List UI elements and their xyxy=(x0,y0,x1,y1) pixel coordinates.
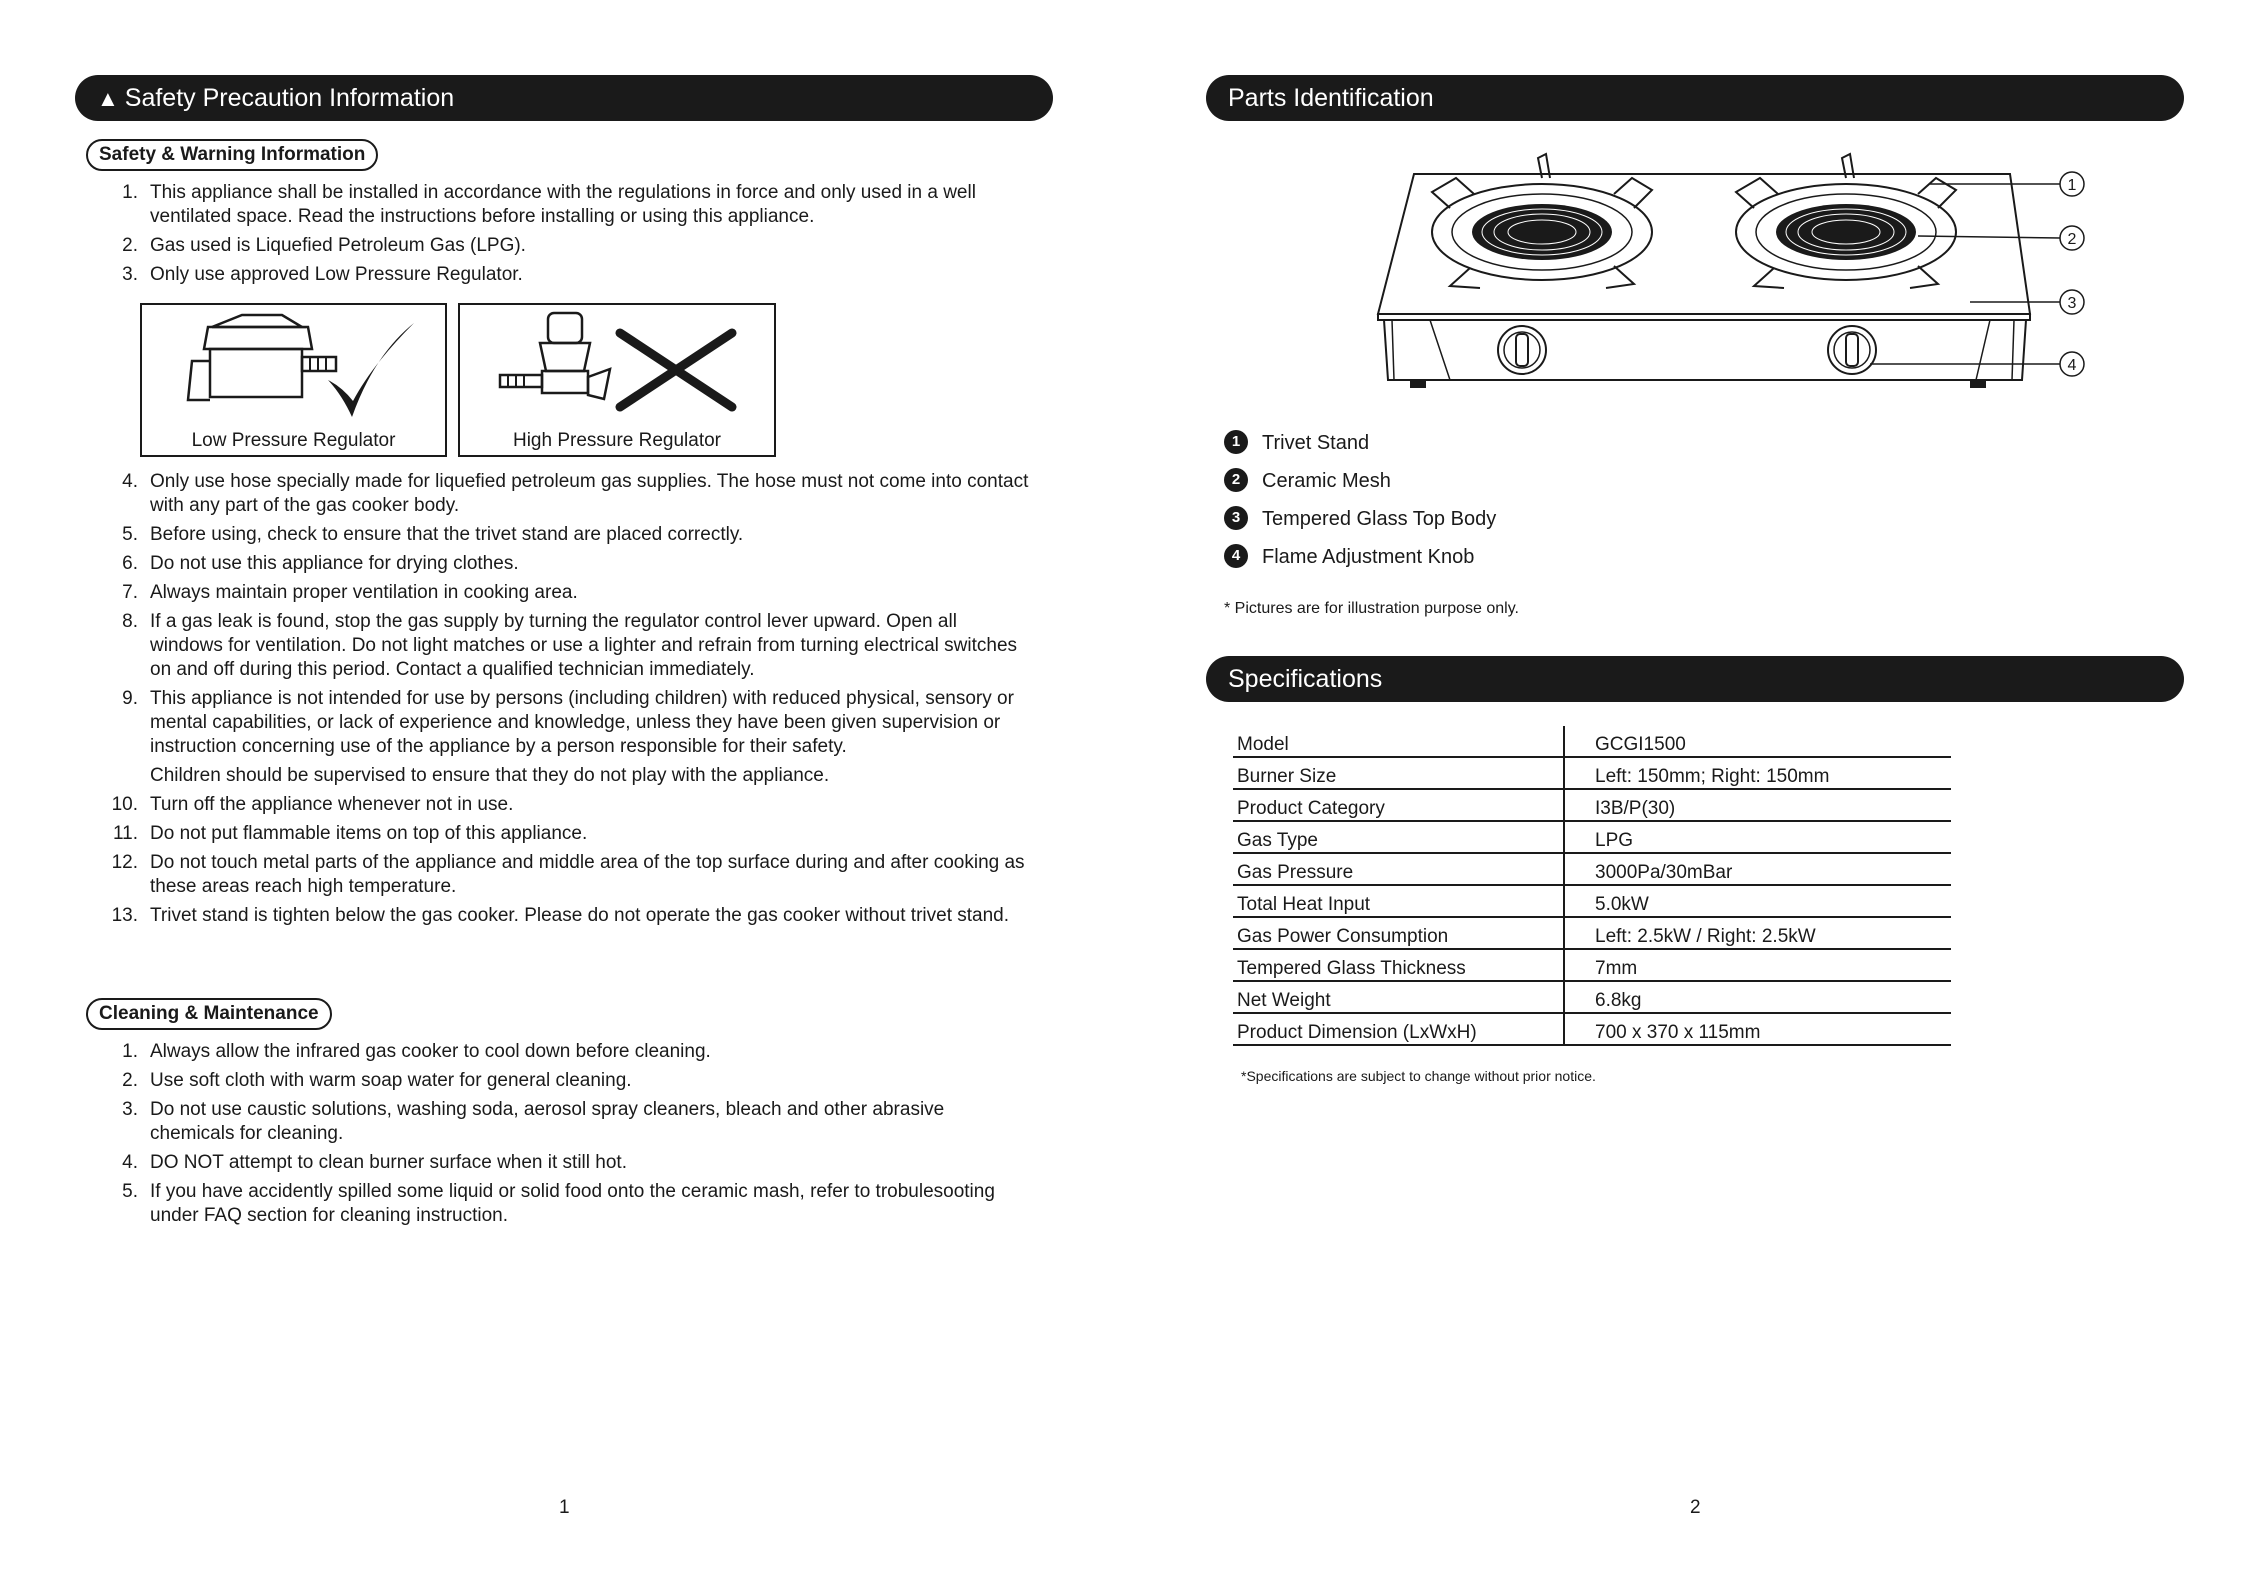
list-item-number: 10. xyxy=(111,794,138,815)
part-number-badge: 2 xyxy=(1224,468,1248,492)
warning-icon: ▲ xyxy=(97,86,119,111)
right-knob xyxy=(1828,326,1876,374)
list-item-text: Always maintain proper ventilation in cooking area. xyxy=(150,582,578,603)
spec-value: 7mm xyxy=(1564,949,1951,981)
list-item xyxy=(100,793,1030,817)
spec-row xyxy=(1233,1013,1951,1045)
spec-key: Total Heat Input xyxy=(1233,885,1564,917)
list-item xyxy=(100,552,1030,576)
list-item-number: 13. xyxy=(111,905,138,926)
spec-row xyxy=(1233,726,1951,757)
specification-note: *Specifications are subject to change without prior notice. xyxy=(1241,1068,1596,1084)
specifications-table xyxy=(1233,726,1951,1046)
part-label: Flame Adjustment Knob xyxy=(1262,546,1475,568)
list-item-text: Turn off the appliance whenever not in use. xyxy=(150,794,514,815)
part-number-badge: 4 xyxy=(1224,544,1248,568)
spec-value: LPG xyxy=(1564,821,1951,853)
low-pressure-regulator-figure xyxy=(140,303,447,457)
list-item-text: Do not use caustic solutions, washing soda, aerosol spray cleaners, bleach and other abrasive chemicals for cleaning. xyxy=(150,1099,945,1144)
spec-key: Product Dimension (LxWxH) xyxy=(1233,1013,1564,1045)
list-item-number: 2. xyxy=(122,235,138,256)
high-pressure-regulator-label: High Pressure Regulator xyxy=(512,430,722,451)
list-item-text: If you have accidently spilled some liquid or solid food onto the ceramic mash, refer to trobulesooting under FAQ section for cleaning instruction. xyxy=(150,1181,995,1226)
cleaning-list xyxy=(100,1040,1030,1233)
callout-3 xyxy=(2060,290,2084,314)
spec-key: Burner Size xyxy=(1233,757,1564,789)
list-item xyxy=(100,822,1030,846)
low-pressure-regulator-label: Low Pressure Regulator xyxy=(191,430,396,451)
parts-identification-header xyxy=(1206,75,2184,121)
list-item-text: Always allow the infrared gas cooker to cool down before cleaning. xyxy=(150,1041,711,1062)
illustration-note: * Pictures are for illustration purpose only. xyxy=(1224,600,1519,617)
high-pressure-regulator-figure xyxy=(458,303,776,457)
spec-value: 700 x 370 x 115mm xyxy=(1564,1013,1951,1045)
list-item xyxy=(100,1069,1030,1093)
spec-row xyxy=(1233,981,1951,1013)
part-item xyxy=(1224,468,1496,506)
spec-value: 5.0kW xyxy=(1564,885,1951,917)
list-item-number: 1. xyxy=(122,1041,138,1062)
list-item-number: 9. xyxy=(122,688,138,709)
spec-key: Gas Pressure xyxy=(1233,853,1564,885)
list-item xyxy=(100,1040,1030,1064)
spec-key: Tempered Glass Thickness xyxy=(1233,949,1564,981)
list-item-number: 7. xyxy=(122,582,138,603)
list-item xyxy=(100,1151,1030,1175)
list-item-number: 3. xyxy=(122,264,138,285)
list-item-text: Do not touch metal parts of the appliance and middle area of the top surface during and after cooking as these areas reach high temperature. xyxy=(150,852,1025,897)
list-item-number: 5. xyxy=(122,1181,138,1202)
spec-row xyxy=(1233,885,1951,917)
list-item-text: This appliance is not intended for use by persons (including children) with reduced physical, sensory or mental capabilities, or lack of experience and knowledge, unless they have been given supervision or instruction concerning use of the appliance by a person responsible for their safety. xyxy=(150,688,1014,757)
spec-key: Gas Power Consumption xyxy=(1233,917,1564,949)
spec-value: GCGI1500 xyxy=(1564,726,1951,757)
safety-list-b xyxy=(100,470,1030,933)
part-label: Tempered Glass Top Body xyxy=(1262,508,1497,530)
list-item-text: Do not put flammable items on top of this appliance. xyxy=(150,823,588,844)
callout-4-label: 4 xyxy=(2067,357,2077,374)
specifications-header xyxy=(1206,656,2184,702)
callout-1 xyxy=(2060,172,2084,196)
list-item-text: Gas used is Liquefied Petroleum Gas (LPG). xyxy=(150,235,526,256)
list-item-number: 3. xyxy=(122,1099,138,1120)
spec-value: 6.8kg xyxy=(1564,981,1951,1013)
cleaning-maintenance-title: Cleaning & Maintenance xyxy=(86,998,332,1030)
list-item xyxy=(100,1180,1030,1228)
list-item xyxy=(100,687,1030,788)
callout-4 xyxy=(2060,352,2084,376)
page-number-right: 2 xyxy=(1690,1497,1701,1518)
spec-row xyxy=(1233,821,1951,853)
callout-2-label: 2 xyxy=(2067,231,2077,248)
spec-value: Left: 150mm; Right: 150mm xyxy=(1564,757,1951,789)
list-item-text: Only use approved Low Pressure Regulator. xyxy=(150,264,523,285)
spec-value: Left: 2.5kW / Right: 2.5kW xyxy=(1564,917,1951,949)
spec-row xyxy=(1233,917,1951,949)
part-item xyxy=(1224,430,1496,468)
list-item-text: Trivet stand is tighten below the gas cooker. Please do not operate the gas cooker without trivet stand. xyxy=(150,905,1010,926)
part-item xyxy=(1224,506,1496,544)
spec-key: Net Weight xyxy=(1233,981,1564,1013)
spec-key: Model xyxy=(1233,726,1564,757)
safety-precaution-header xyxy=(75,75,1053,121)
specifications-title: Specifications xyxy=(1228,665,1383,693)
list-item xyxy=(100,523,1030,547)
left-knob xyxy=(1498,326,1546,374)
safety-warning-title: Safety & Warning Information xyxy=(86,139,378,171)
list-item-number: 12. xyxy=(111,852,138,873)
part-label: Trivet Stand xyxy=(1262,432,1370,454)
list-item-text: Before using, check to ensure that the trivet stand are placed correctly. xyxy=(150,524,744,545)
list-item-text: Do not use this appliance for drying clothes. xyxy=(150,553,519,574)
list-item-number: 8. xyxy=(122,611,138,632)
list-item xyxy=(100,851,1030,899)
list-item xyxy=(100,181,1030,229)
spec-row xyxy=(1233,853,1951,885)
list-item xyxy=(100,904,1030,928)
part-number-badge: 1 xyxy=(1224,430,1248,454)
parts-list xyxy=(1224,430,1496,582)
list-item-number: 5. xyxy=(122,524,138,545)
list-item-number: 6. xyxy=(122,553,138,574)
callout-3-label: 3 xyxy=(2067,295,2077,312)
spec-key: Product Category xyxy=(1233,789,1564,821)
spec-row xyxy=(1233,789,1951,821)
list-item-number: 11. xyxy=(112,823,138,844)
list-item-text: If a gas leak is found, stop the gas supply by turning the regulator control lever upward. Open all windows for ventilation. Do not light matches or use a lighter and refrain from turning electrical switches on and off during this period. Contact a qualified technician immediately. xyxy=(150,611,1018,680)
list-item-number: 1. xyxy=(122,182,138,203)
callout-2 xyxy=(2060,226,2084,250)
list-item xyxy=(100,234,1030,258)
parts-identification-title: Parts Identification xyxy=(1228,84,1434,112)
list-item xyxy=(100,581,1030,605)
list-item-text: DO NOT attempt to clean burner surface when it still hot. xyxy=(150,1152,627,1173)
list-item-extra-text: Children should be supervised to ensure that they do not play with the appliance. xyxy=(150,765,830,786)
list-item-number: 4. xyxy=(122,1152,138,1173)
list-item-number: 2. xyxy=(122,1070,138,1091)
list-item-number: 4. xyxy=(122,471,138,492)
part-label: Ceramic Mesh xyxy=(1262,470,1391,492)
list-item-text: Use soft cloth with warm soap water for general cleaning. xyxy=(150,1070,632,1091)
spec-row xyxy=(1233,949,1951,981)
list-item-text: Only use hose specially made for liquefied petroleum gas supplies. The hose must not come into contact with any part of the gas cooker body. xyxy=(150,471,1029,516)
gas-cooker-illustration xyxy=(1370,148,2100,398)
spec-value: 3000Pa/30mBar xyxy=(1564,853,1951,885)
page-number-left: 1 xyxy=(559,1497,570,1518)
list-item xyxy=(100,610,1030,682)
list-item xyxy=(100,470,1030,518)
spec-value: I3B/P(30) xyxy=(1564,789,1951,821)
part-item xyxy=(1224,544,1496,582)
list-item xyxy=(100,263,1030,287)
safety-precaution-title: Safety Precaution Information xyxy=(124,84,455,112)
callout-1-label: 1 xyxy=(2067,177,2077,194)
list-item-text: This appliance shall be installed in accordance with the regulations in force and only used in a well ventilated space. Read the instructions before installing or using this appliance. xyxy=(150,182,976,227)
spec-row xyxy=(1233,757,1951,789)
part-number-badge: 3 xyxy=(1224,506,1248,530)
safety-list-a xyxy=(100,181,1030,292)
list-item xyxy=(100,1098,1030,1146)
spec-key: Gas Type xyxy=(1233,821,1564,853)
